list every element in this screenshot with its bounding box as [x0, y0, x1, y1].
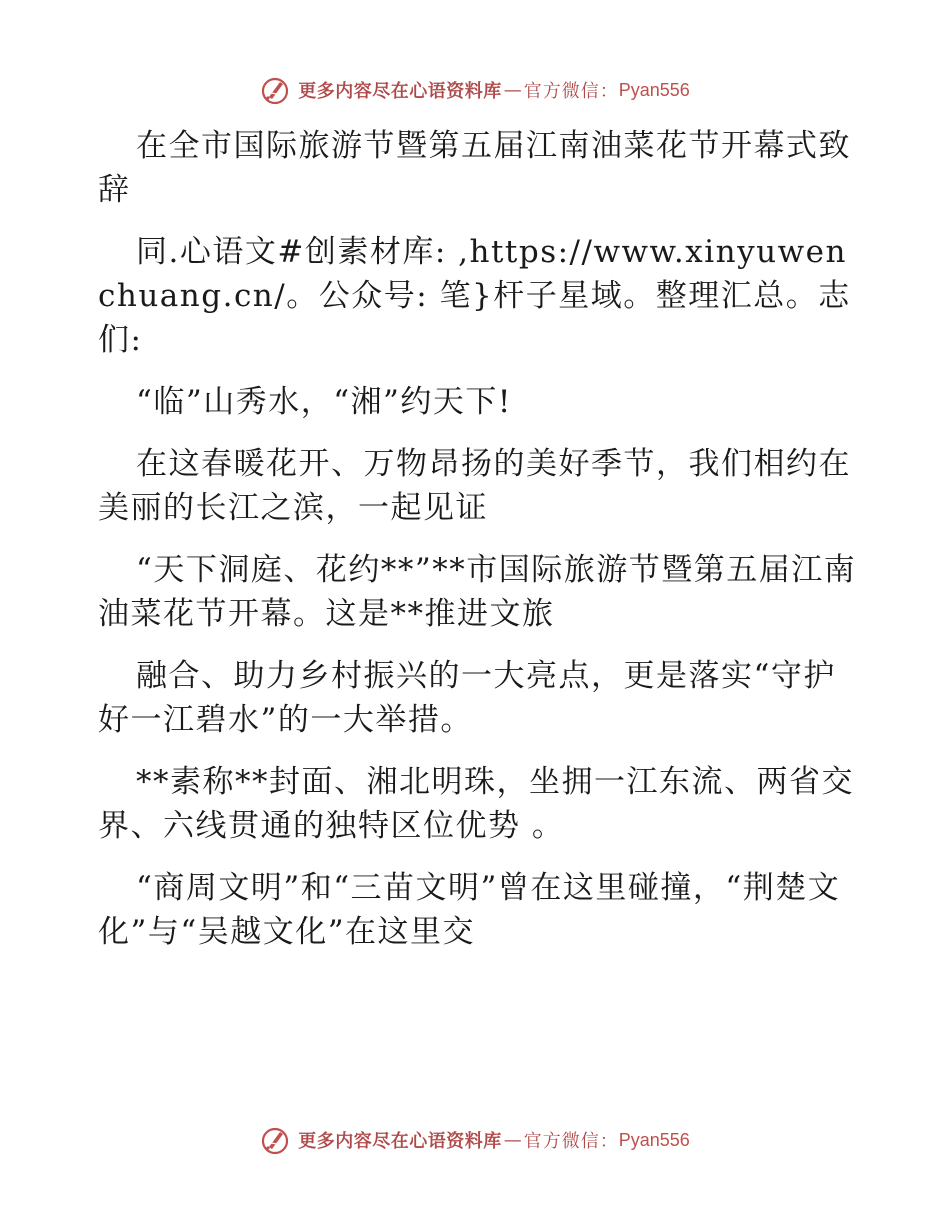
- banner-wechat-label: 官方微信：: [523, 1131, 619, 1152]
- banner-text: 更多内容尽在心语资料库: [298, 1131, 502, 1152]
- paragraph: 在这春暖花开、万物昂扬的美好季节，我们相约在美丽的长江之滨，一起见证: [98, 446, 851, 526]
- document-title: 在全市国际旅游节暨第五届江南油菜花节开幕式致辞: [98, 128, 851, 208]
- banner-text: 更多内容尽在心语资料库: [298, 81, 502, 102]
- banner-separator: —: [503, 79, 522, 101]
- paragraph: 同.心语文#创素材库: ,https://www.xinyuwenchuang.cn/。公众号: 笔}杆子星域。整理汇总。志们:: [98, 234, 851, 358]
- paragraph: “商周文明”和“三苗文明”曾在这里碰撞，“荆楚文化”与“吴越文化”在这里交: [98, 870, 841, 950]
- banner-wechat-label: 官方微信：: [523, 81, 619, 102]
- paragraph: **素称**封面、湘北明珠，坐拥一江东流、两省交界、六线贯通的独特区位优势 。: [98, 764, 854, 844]
- paragraph: 融合、助力乡村振兴的一大亮点，更是落实“守护好一江碧水”的一大举措。: [98, 658, 836, 738]
- paragraph: “天下洞庭、花约**”**市国际旅游节暨第五届江南油菜花节开幕。这是**推进文旅: [98, 552, 857, 632]
- quill-logo-icon: [260, 1125, 290, 1155]
- header-banner: [0, 70, 950, 110]
- quill-logo-icon: [260, 75, 290, 105]
- banner-separator: —: [503, 1129, 522, 1151]
- footer-banner: [0, 1120, 950, 1160]
- paragraph: “临”山秀水，“湘”约天下!: [136, 384, 512, 420]
- document-body: [98, 124, 858, 972]
- banner-wechat-id: Pyan556: [618, 79, 690, 100]
- banner-wechat-id: Pyan556: [618, 1129, 690, 1150]
